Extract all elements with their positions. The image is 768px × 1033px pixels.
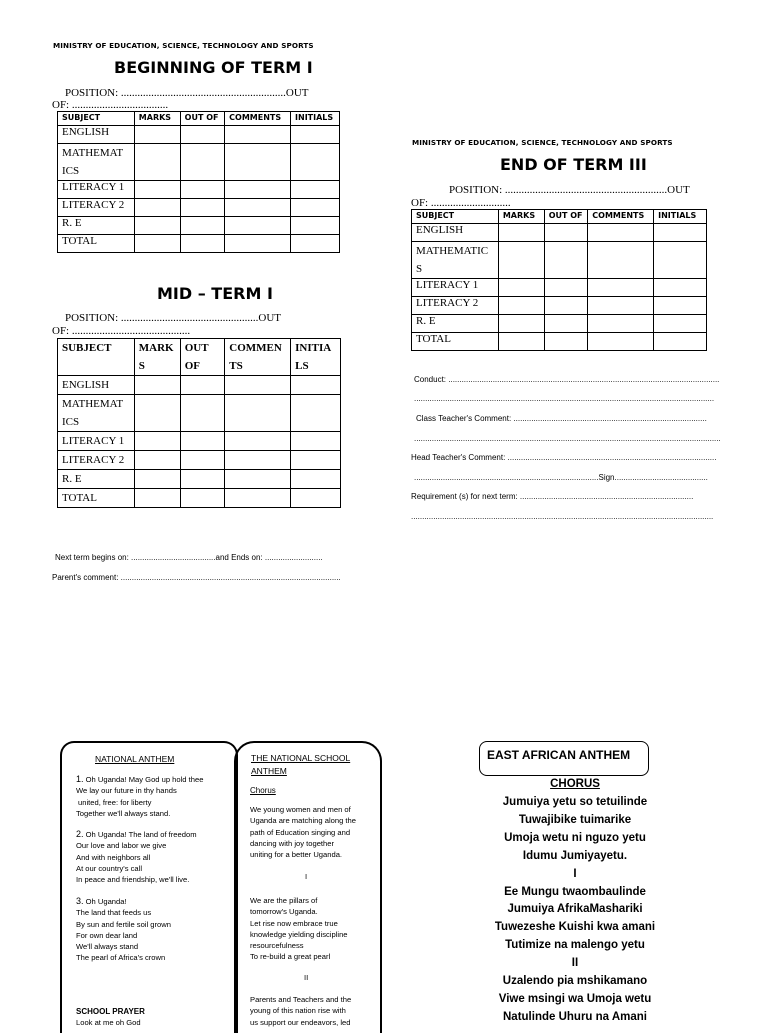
initials-cell[interactable] bbox=[654, 224, 707, 242]
conduct-line: Conduct: .......................................................................................................................... bbox=[414, 375, 720, 384]
initials-cell[interactable] bbox=[291, 199, 340, 217]
anthem-line: And with neighbors all bbox=[76, 852, 151, 862]
ministry-header-bot: MINISTRY OF EDUCATION, SCIENCE, TECHNOLOGY AND SPORTS bbox=[53, 41, 314, 50]
marks-cell[interactable] bbox=[134, 144, 180, 181]
comments-cell[interactable] bbox=[225, 395, 291, 432]
initials-cell[interactable] bbox=[291, 144, 340, 181]
subject-cell: LITERACY 2 bbox=[58, 451, 135, 470]
comments-cell[interactable] bbox=[225, 144, 291, 181]
out-of-cell[interactable] bbox=[544, 333, 588, 351]
school-prayer-title: SCHOOL PRAYER bbox=[76, 1007, 145, 1016]
verse-numeral: I bbox=[305, 872, 308, 881]
out-of-cell[interactable] bbox=[180, 144, 225, 181]
anthem-line: knowledge yielding discipline bbox=[250, 929, 348, 939]
table-row bbox=[412, 279, 707, 297]
anthem-line: Our love and labor we give bbox=[76, 841, 167, 851]
out-of-cell[interactable] bbox=[180, 199, 225, 217]
school-prayer-line: Look at me oh God bbox=[76, 1018, 141, 1027]
subject-cell: TOTAL bbox=[412, 333, 499, 351]
conduct-line-cont: ....................................................................................................................................... bbox=[414, 394, 715, 403]
comments-cell[interactable] bbox=[225, 489, 291, 508]
requirements-line: Requirement (s) for next term: .............................................................................. bbox=[411, 492, 694, 501]
comments-cell[interactable] bbox=[225, 376, 291, 395]
verse-numeral: II bbox=[304, 973, 309, 982]
anthem-line: young of this nation rise with bbox=[250, 1006, 346, 1016]
marks-cell[interactable] bbox=[134, 470, 180, 489]
marks-table-mid bbox=[57, 338, 341, 508]
table-row bbox=[58, 395, 341, 432]
out-of-cell[interactable] bbox=[544, 242, 588, 279]
marks-cell[interactable] bbox=[134, 376, 180, 395]
national-anthem-verse-2 bbox=[76, 829, 236, 885]
table-header-row bbox=[58, 339, 341, 376]
subject-cell: LITERACY 1 bbox=[58, 432, 135, 451]
comments-cell[interactable] bbox=[225, 126, 291, 144]
marks-cell[interactable] bbox=[134, 489, 180, 508]
anthem-line: Tuwezeshe Kuishi kwa amani bbox=[494, 921, 656, 934]
comments-cell[interactable] bbox=[225, 432, 291, 451]
column-header: MARKS bbox=[498, 210, 544, 224]
subject-cell: R. E bbox=[58, 470, 135, 489]
subject-cell: MATHEMATIC S bbox=[412, 242, 499, 279]
subject-cell: R. E bbox=[412, 315, 499, 333]
head-teacher-comment-line: Head Teacher's Comment: .............................................................................................. bbox=[411, 453, 717, 462]
anthem-line: To re-build a great pearl bbox=[250, 952, 331, 962]
section-title-eot: END OF TERM III bbox=[500, 155, 647, 174]
ea-chorus-label: CHORUS bbox=[550, 778, 600, 790]
out-of-cell[interactable] bbox=[180, 451, 225, 470]
anthem-line: Let rise now embrace true bbox=[250, 918, 338, 928]
section-title-mid: MID – TERM I bbox=[157, 284, 273, 303]
initials-cell[interactable] bbox=[654, 279, 707, 297]
table-row bbox=[412, 315, 707, 333]
comments-cell[interactable] bbox=[225, 451, 291, 470]
school-anthem-panel bbox=[234, 741, 382, 1033]
chorus-label: Chorus bbox=[250, 786, 276, 795]
anthem-line: Uzalendo pia mshikamano bbox=[502, 975, 648, 988]
out-of-cell[interactable] bbox=[180, 470, 225, 489]
subject-cell: ENGLISH bbox=[58, 376, 135, 395]
out-of-line-bot: OF: ................................... bbox=[52, 99, 169, 111]
column-header: INITIALS bbox=[654, 210, 707, 224]
sign-line: ...................................................................................Sign.......................................... bbox=[414, 473, 708, 482]
comments-cell[interactable] bbox=[588, 224, 654, 242]
table-row bbox=[58, 235, 340, 253]
anthem-line: By sun and fertile soil grown bbox=[76, 919, 171, 929]
anthem-line: We young women and men of bbox=[250, 805, 351, 814]
marks-cell[interactable] bbox=[134, 395, 180, 432]
table-row bbox=[412, 242, 707, 279]
table-row bbox=[58, 181, 340, 199]
position-line-eot: POSITION: ...........................................................OUT bbox=[449, 184, 690, 196]
comments-cell[interactable] bbox=[588, 297, 654, 315]
initials-cell[interactable] bbox=[291, 432, 341, 451]
initials-cell[interactable] bbox=[291, 235, 340, 253]
marks-table-eot bbox=[411, 209, 707, 351]
comments-cell[interactable] bbox=[225, 235, 291, 253]
column-header: MARKS bbox=[134, 112, 180, 126]
table-row bbox=[58, 126, 340, 144]
out-of-cell[interactable] bbox=[180, 489, 225, 508]
anthem-line: Tuwajibike tuimarike bbox=[518, 813, 632, 826]
table-row bbox=[58, 489, 341, 508]
column-header: OUT OF bbox=[180, 112, 225, 126]
subject-cell: ENGLISH bbox=[412, 224, 499, 242]
out-of-line-eot: OF: ............................. bbox=[411, 197, 511, 209]
table-row bbox=[58, 470, 341, 489]
table-row bbox=[58, 217, 340, 235]
subject-cell: LITERACY 2 bbox=[58, 199, 135, 217]
out-of-line-mid: OF: ........................................... bbox=[52, 325, 191, 337]
comments-cell[interactable] bbox=[225, 199, 291, 217]
national-anthem-verse-3 bbox=[76, 896, 236, 964]
marks-table-bot bbox=[57, 111, 340, 253]
subject-cell: LITERACY 1 bbox=[58, 181, 135, 199]
marks-cell[interactable] bbox=[498, 297, 544, 315]
position-line-bot: POSITION: ............................................................OUT bbox=[65, 87, 309, 99]
initials-cell[interactable] bbox=[291, 395, 341, 432]
verse-numeral: I bbox=[573, 867, 577, 880]
marks-cell[interactable] bbox=[498, 242, 544, 279]
column-header: MARK S bbox=[134, 339, 180, 376]
comments-cell[interactable] bbox=[588, 315, 654, 333]
marks-cell[interactable] bbox=[134, 181, 180, 199]
table-row bbox=[58, 451, 341, 470]
column-header: COMMENTS bbox=[588, 210, 654, 224]
initials-cell[interactable] bbox=[291, 126, 340, 144]
anthem-line: Umoja wetu ni nguzo yetu bbox=[504, 831, 646, 844]
school-anthem-title-line: THE NATIONAL SCHOOL bbox=[251, 753, 351, 763]
anthem-line: At our country's call bbox=[76, 863, 143, 873]
subject-cell: MATHEMAT ICS bbox=[58, 395, 135, 432]
out-of-cell[interactable] bbox=[180, 235, 225, 253]
anthem-line: uniting for a better Uganda. bbox=[250, 850, 343, 860]
marks-cell[interactable] bbox=[498, 224, 544, 242]
column-header: COMMENTS bbox=[225, 112, 291, 126]
initials-cell[interactable] bbox=[291, 489, 341, 508]
school-anthem-title bbox=[251, 752, 350, 778]
marks-cell[interactable] bbox=[498, 279, 544, 297]
anthem-line: Ee Mungu twaombaulinde bbox=[504, 885, 646, 898]
ea-anthem-lyrics bbox=[475, 794, 675, 1027]
anthem-line: resourcefulness bbox=[250, 941, 304, 951]
anthem-line: Oh Uganda! May God up hold thee bbox=[85, 775, 204, 784]
out-of-cell[interactable] bbox=[544, 279, 588, 297]
anthem-line: united, free: for liberty bbox=[78, 797, 152, 807]
out-of-cell[interactable] bbox=[180, 126, 225, 144]
out-of-cell[interactable] bbox=[180, 395, 225, 432]
requirements-line-cont: ........................................................................................................................................ bbox=[411, 512, 714, 521]
comments-cell[interactable] bbox=[225, 181, 291, 199]
class-teacher-comment-cont: .......................................................................................................................................... bbox=[414, 434, 721, 443]
anthem-line: Jumuiya AfrikaMashariki bbox=[507, 903, 643, 916]
out-of-cell[interactable] bbox=[180, 217, 225, 235]
column-header: OUT OF bbox=[180, 339, 225, 376]
subject-cell: ENGLISH bbox=[58, 126, 135, 144]
anthem-line: Idumu Jumiyayetu. bbox=[522, 849, 628, 862]
anthem-line: For own dear land bbox=[76, 930, 138, 940]
anthem-line: Oh Uganda! bbox=[85, 897, 127, 906]
column-header: SUBJECT bbox=[58, 339, 135, 376]
marks-cell[interactable] bbox=[134, 217, 180, 235]
anthem-line: Tutimize na malengo yetu bbox=[505, 939, 645, 952]
verse-number: 1. bbox=[76, 774, 84, 784]
table-row bbox=[58, 376, 341, 395]
out-of-cell[interactable] bbox=[180, 376, 225, 395]
marks-cell[interactable] bbox=[134, 235, 180, 253]
verse-number: 3. bbox=[76, 896, 84, 906]
comments-cell[interactable] bbox=[588, 333, 654, 351]
out-of-cell[interactable] bbox=[544, 315, 588, 333]
table-row bbox=[412, 333, 707, 351]
initials-cell[interactable] bbox=[654, 297, 707, 315]
comments-cell[interactable] bbox=[588, 279, 654, 297]
anthem-line: Jumuiya yetu so tetuilinde bbox=[502, 796, 648, 808]
table-row bbox=[58, 432, 341, 451]
subject-cell: TOTAL bbox=[58, 489, 135, 508]
comments-cell[interactable] bbox=[225, 217, 291, 235]
ministry-header-eot: MINISTRY OF EDUCATION, SCIENCE, TECHNOLOGY AND SPORTS bbox=[412, 138, 673, 147]
anthem-line: The pearl of Africa's crown bbox=[76, 953, 166, 963]
parents-comment-line: Parent's comment: ................................................................................................... bbox=[52, 573, 341, 582]
anthem-line: We lay our future in thy hands bbox=[76, 786, 177, 796]
table-row bbox=[412, 224, 707, 242]
out-of-cell[interactable] bbox=[544, 297, 588, 315]
subject-cell: LITERACY 1 bbox=[412, 279, 499, 297]
national-anthem-title: NATIONAL ANTHEM bbox=[95, 754, 175, 764]
initials-cell[interactable] bbox=[291, 376, 341, 395]
column-header: INITIALS bbox=[291, 112, 340, 126]
column-header: SUBJECT bbox=[412, 210, 499, 224]
subject-cell: TOTAL bbox=[58, 235, 135, 253]
verse-number: 2. bbox=[76, 829, 84, 839]
initials-cell[interactable] bbox=[291, 451, 341, 470]
anthem-line: path of Education singing and bbox=[250, 827, 351, 837]
anthem-line: Oh Uganda! The land of freedom bbox=[85, 830, 197, 839]
anthem-line: Uganda are matching along the bbox=[250, 816, 356, 826]
class-teacher-comment-line: Class Teacher's Comment: ....................................................................................... bbox=[416, 414, 707, 423]
comments-cell[interactable] bbox=[225, 470, 291, 489]
anthem-line: us support our endeavors, led bbox=[250, 1017, 351, 1027]
marks-cell[interactable] bbox=[134, 451, 180, 470]
next-term-line: Next term begins on: ......................................and Ends on: .......................... bbox=[55, 553, 323, 562]
verse-numeral: II bbox=[571, 957, 579, 970]
initials-cell[interactable] bbox=[291, 217, 340, 235]
position-line-mid: POSITION: ..................................................OUT bbox=[65, 312, 282, 324]
marks-cell[interactable] bbox=[134, 126, 180, 144]
out-of-cell[interactable] bbox=[544, 224, 588, 242]
column-header: SUBJECT bbox=[58, 112, 135, 126]
table-row bbox=[412, 297, 707, 315]
anthem-line: We'll always stand bbox=[76, 942, 139, 952]
anthem-line: dancing with joy together bbox=[250, 838, 335, 848]
table-header-row bbox=[412, 210, 707, 224]
table-row bbox=[58, 144, 340, 181]
school-anthem-chorus bbox=[250, 804, 376, 860]
comments-cell[interactable] bbox=[588, 242, 654, 279]
anthem-line: Natulinde Uhuru na Amani bbox=[503, 1010, 647, 1023]
column-header: COMMEN TS bbox=[225, 339, 291, 376]
anthem-line: tomorrow's Uganda. bbox=[250, 907, 318, 917]
marks-cell[interactable] bbox=[134, 432, 180, 451]
ea-anthem-title: EAST AFRICAN ANTHEM bbox=[487, 748, 631, 762]
initials-cell[interactable] bbox=[291, 181, 340, 199]
school-anthem-verse-1 bbox=[250, 895, 376, 963]
anthem-line: In peace and friendship, we'll live. bbox=[76, 875, 190, 885]
initials-cell[interactable] bbox=[654, 315, 707, 333]
column-header: INITIA LS bbox=[291, 339, 341, 376]
out-of-cell[interactable] bbox=[180, 181, 225, 199]
table-row bbox=[58, 199, 340, 217]
section-title-bot: BEGINNING OF TERM I bbox=[114, 58, 313, 77]
out-of-cell[interactable] bbox=[180, 432, 225, 451]
column-header: OUT OF bbox=[544, 210, 588, 224]
marks-cell[interactable] bbox=[498, 315, 544, 333]
subject-cell: LITERACY 2 bbox=[412, 297, 499, 315]
initials-cell[interactable] bbox=[654, 242, 707, 279]
initials-cell[interactable] bbox=[291, 470, 341, 489]
subject-cell: MATHEMAT ICS bbox=[58, 144, 135, 181]
subject-cell: R. E bbox=[58, 217, 135, 235]
national-anthem-verse-1 bbox=[76, 774, 236, 819]
anthem-line: Together we'll always stand. bbox=[76, 808, 171, 818]
anthem-line: Viwe msingi wa Umoja wetu bbox=[498, 992, 652, 1005]
marks-cell[interactable] bbox=[498, 333, 544, 351]
anthem-line: Parents and Teachers and the bbox=[250, 995, 352, 1004]
initials-cell[interactable] bbox=[654, 333, 707, 351]
marks-cell[interactable] bbox=[134, 199, 180, 217]
anthem-line: The land that feeds us bbox=[76, 908, 152, 918]
anthem-line: We are the pillars of bbox=[250, 896, 318, 905]
school-anthem-title-line: ANTHEM bbox=[251, 766, 287, 776]
table-header-row bbox=[58, 112, 340, 126]
school-anthem-verse-2 bbox=[250, 994, 376, 1028]
